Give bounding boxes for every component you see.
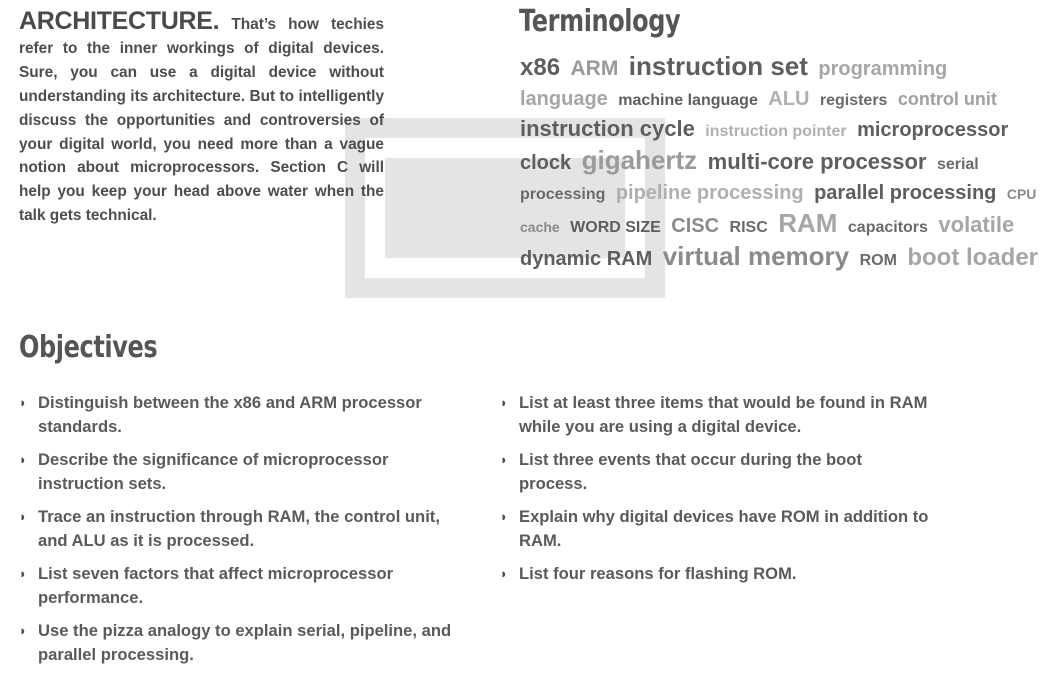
objective-item	[500, 448, 930, 496]
objective-item	[19, 448, 459, 496]
bullet-icon: ◗	[19, 566, 27, 581]
bullet-icon: ◗	[500, 452, 508, 467]
term: ARM	[570, 57, 619, 80]
objective-text: List seven factors that affect microprocessor performance.	[38, 564, 394, 607]
objectives-heading: Objectives	[19, 330, 158, 365]
objectives-list-right	[500, 391, 930, 595]
objectives-list-left	[19, 391, 459, 676]
objective-item	[19, 562, 459, 610]
objective-item	[19, 391, 459, 439]
bullet-icon: ◗	[19, 452, 27, 467]
term: ROM	[859, 252, 897, 269]
term: microprocessor clock	[520, 119, 1009, 174]
bullet-icon: ◗	[19, 395, 27, 410]
bullet-icon: ◗	[19, 623, 27, 638]
objective-text: Use the pizza analogy to explain serial, pipeline, and parallel processing.	[38, 621, 452, 664]
objective-item	[500, 562, 930, 586]
term: dynamic RAM	[520, 248, 653, 270]
objective-item	[500, 505, 930, 553]
term: instruction set	[628, 51, 808, 81]
term: gigahertz	[581, 145, 698, 175]
objective-text: List at least three items that would be found in RAM while you are using a digital device.	[519, 393, 928, 436]
term: ALU	[768, 88, 810, 110]
objective-text: Explain why digital devices have ROM in addition to RAM.	[519, 507, 929, 550]
objective-text: Trace an instruction through RAM, the control unit, and ALU as it is processed.	[38, 507, 440, 550]
objective-item	[500, 391, 930, 439]
term: instruction cycle	[520, 116, 695, 141]
intro-lead: ARCHITECTURE.	[19, 7, 220, 35]
term: CPU cache	[520, 186, 1037, 235]
term: RISC	[729, 219, 768, 236]
term: multi-core processor	[707, 149, 927, 174]
term: machine language	[618, 92, 758, 109]
objective-text: List four reasons for flashing ROM.	[519, 564, 797, 583]
intro-text: That’s how techies refer to the inner workings of digital devices. Sure, you can use a digital device without understanding its architecture. But to intelligently discuss the opportunities and controversies of your digital world, you need more than a vague notion about microprocessors. Section C will help you keep your head above water when the talk gets technical.	[19, 16, 384, 225]
term: instruction pointer	[705, 123, 847, 140]
term: registers	[819, 92, 888, 109]
term: serial processing	[520, 156, 979, 203]
term: RAM	[778, 208, 838, 238]
term: virtual memory	[662, 241, 850, 271]
term: programming language	[520, 58, 948, 110]
term: control unit	[897, 89, 997, 109]
term: CISC	[671, 215, 720, 237]
term: parallel processing	[814, 182, 997, 204]
term: capacitors	[847, 219, 928, 236]
objective-text: Distinguish between the x86 and ARM processor standards.	[38, 393, 422, 436]
terminology-heading: Terminology	[519, 4, 681, 39]
bullet-icon: ◗	[500, 509, 508, 524]
terminology-cloud	[520, 52, 1045, 275]
bullet-icon: ◗	[19, 509, 27, 524]
bullet-icon: ◗	[500, 395, 508, 410]
objective-text: Describe the significance of microprocessor instruction sets.	[38, 450, 389, 493]
objective-text: List three events that occur during the boot process.	[519, 450, 862, 493]
objective-item	[19, 505, 459, 553]
term: pipeline processing	[615, 182, 804, 204]
term: WORD SIZE	[570, 219, 661, 236]
bullet-icon: ◗	[500, 566, 508, 581]
term: x86	[520, 54, 561, 81]
objective-item	[19, 619, 459, 667]
term: boot loader	[907, 244, 1039, 271]
intro-paragraph	[19, 7, 384, 228]
term: volatile	[938, 212, 1015, 237]
